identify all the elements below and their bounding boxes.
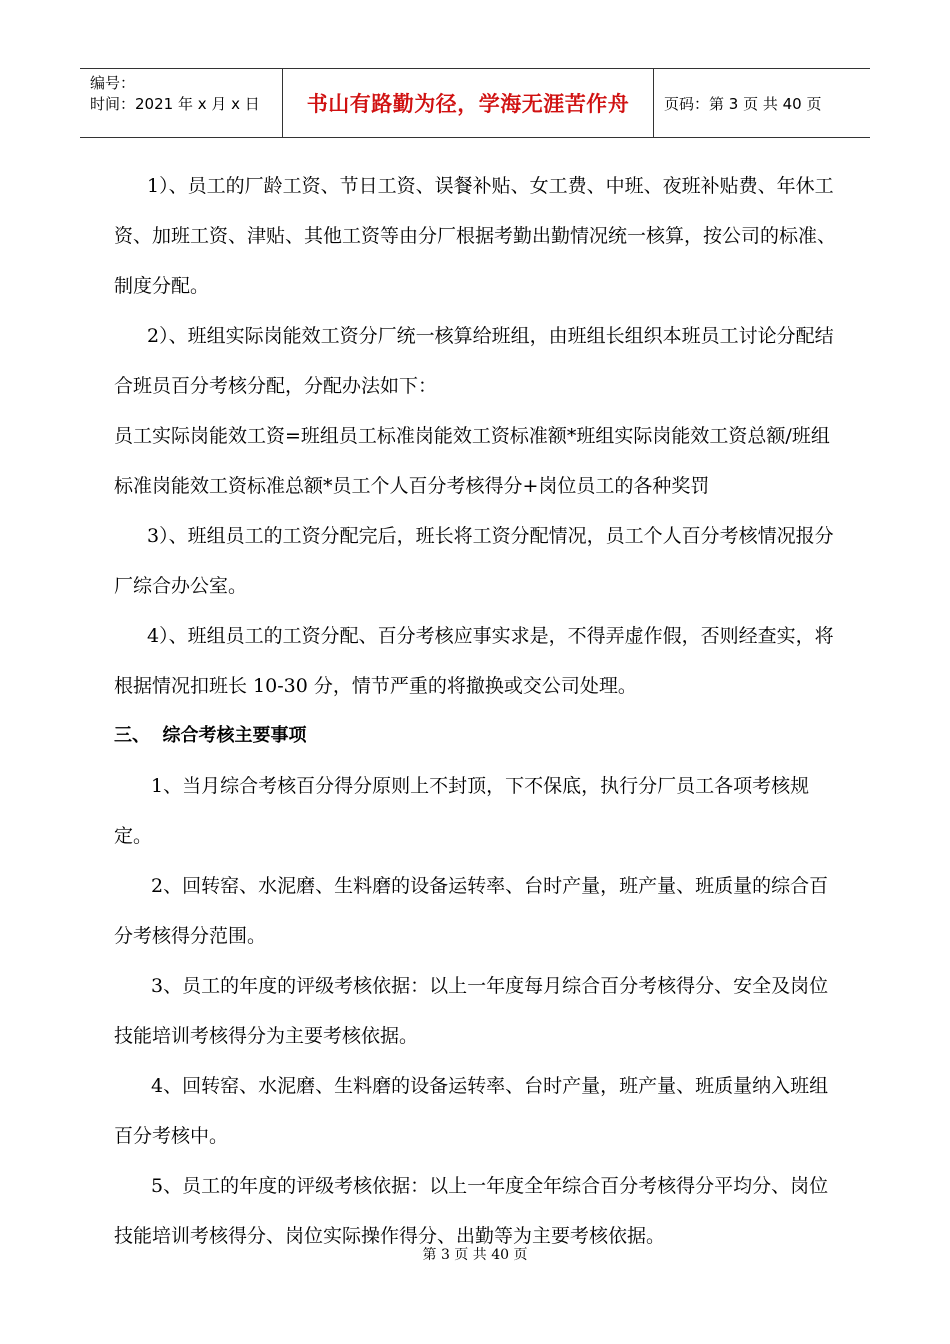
item-1: 1、当月综合考核百分得分原则上不封顶，下不保底，执行分厂员工各项考核规定。: [114, 775, 810, 847]
page-footer: 第 3 页 共 40 页: [422, 1247, 528, 1263]
header-motto: 书山有路勤为径，学海无涯苦作舟: [306, 92, 630, 116]
paragraph-4: 4）、班组员工的工资分配、百分考核应事实求是，不得弄虚作假，否则经查实，将根据情况扣班长 10-30 分，情节严重的将撤换或交公司处理。: [114, 625, 834, 697]
item-2: 2、回转窑、水泥磨、生料磨的设备运转率、台时产量，班产量、班质量的综合百分考核得分范围。: [114, 875, 829, 947]
document-date: 时间：2021 年 x 月 x 日: [90, 95, 260, 113]
paragraph-3: 3）、班组员工的工资分配完后，班长将工资分配情况，员工个人百分考核情况报分厂综合办公室。: [114, 525, 834, 597]
paragraph-1: 1）、员工的厂龄工资、节日工资、误餐补贴、女工费、中班、夜班补贴费、年休工资、加班工资、津贴、其他工资等由分厂根据考勤出勤情况统一核算，按公司的标准、制度分配。: [114, 175, 837, 297]
item-4: 4、回转窑、水泥磨、生料磨的设备运转率、台时产量，班产量、班质量纳入班组百分考核中。: [114, 1075, 829, 1147]
item-3: 3、员工的年度的评级考核依据：以上一年度每月综合百分考核得分、安全及岗位技能培训考核得分为主要考核依据。: [114, 975, 829, 1047]
document-body: [114, 161, 838, 1261]
header-page-info: 页码：第 3 页 共 40 页: [664, 94, 822, 113]
paragraph-2: 2）、班组实际岗能效工资分厂统一核算给班组，由班组长组织本班员工讨论分配结合班员百分考核分配，分配办法如下：: [114, 325, 834, 397]
header-motto-cell: [282, 69, 654, 137]
page-header: [80, 68, 870, 138]
section-heading: 三、 综合考核主要事项: [114, 725, 307, 746]
header-meta: [80, 69, 282, 137]
item-5: 5、员工的年度的评级考核依据：以上一年度全年综合百分考核得分平均分、岗位技能培训考核得分、岗位实际操作得分、出勤等为主要考核依据。: [114, 1175, 829, 1247]
formula-paragraph: 员工实际岗能效工资=班组员工标准岗能效工资标准额*班组实际岗能效工资总额/班组标准岗能效工资标准总额*员工个人百分考核得分+岗位员工的各种奖罚: [114, 425, 830, 497]
document-number-label: 编号：: [90, 74, 136, 92]
